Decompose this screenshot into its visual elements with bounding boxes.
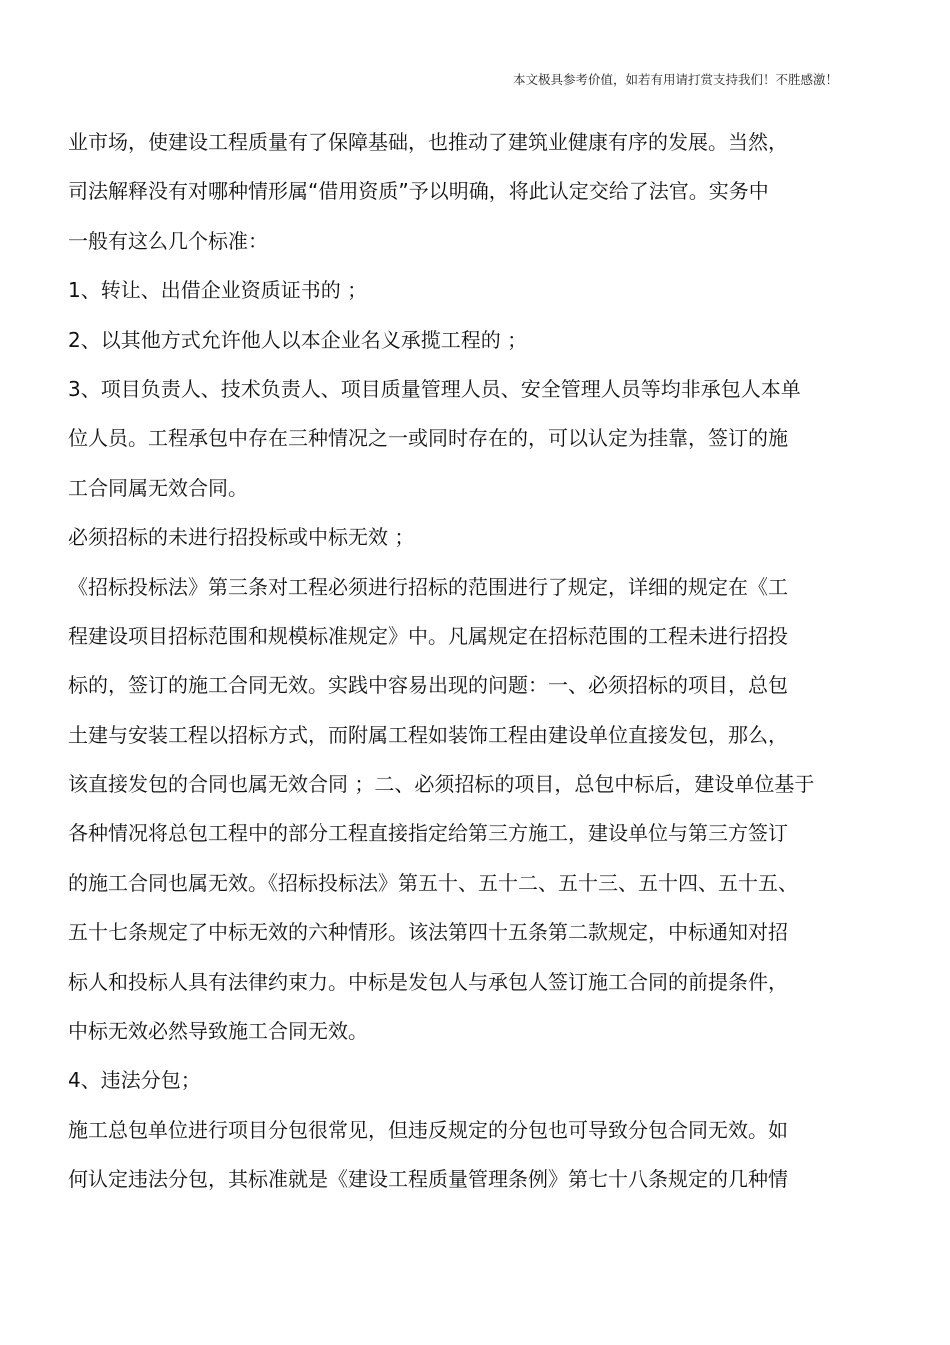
body-line: 《招标投标法》第三条对工程必须进行招标的范围进行了规定，详细的规定在《工: [68, 574, 788, 599]
body-line: 工合同属无效合同。: [68, 475, 248, 500]
list-item-3: 3、项目负责人、技术负责人、项目质量管理人员、安全管理人员等均非承包人本单: [68, 376, 801, 401]
body-line: 施工总包单位进行项目分包很常见，但违反规定的分包也可导致分包合同无效。如: [68, 1117, 788, 1142]
body-line: 司法解释没有对哪种情形属“借用资质”予以明确，将此认定交给了法官。实务中: [68, 179, 769, 204]
document-body: [68, 124, 928, 1211]
list-item-1: 1、转让、出借企业资质证书的 ；: [68, 278, 368, 303]
body-line: 各种情况将总包工程中的部分工程直接指定给第三方施工，建设单位与第三方签订: [68, 821, 788, 846]
body-line: 何认定违法分包，其标准就是《建设工程质量管理条例》第七十八条规定的几种情: [68, 1167, 788, 1192]
body-line: 位人员。工程承包中存在三种情况之一或同时存在的，可以认定为挂靠，签订的施: [68, 426, 788, 451]
header-note: 本文极具参考价值，如若有用请打赏支持我们！不胜感激！: [512, 72, 838, 87]
body-line: 土建与安装工程以招标方式，而附属工程如装饰工程由建设单位直接发包，那么，: [68, 722, 788, 747]
body-line: 中标无效必然导致施工合同无效。: [68, 1019, 368, 1044]
list-item-2: 2、以其他方式允许他人以本企业名义承揽工程的 ；: [68, 327, 528, 352]
list-item-4: 4、违法分包；: [68, 1068, 201, 1093]
body-line: 标人和投标人具有法律约束力。中标是发包人与承包人签订施工合同的前提条件，: [68, 969, 788, 994]
body-line: 五十七条规定了中标无效的六种情形。该法第四十五条第二款规定，中标通知对招: [68, 920, 788, 945]
section-heading: 必须招标的未进行招投标或中标无效 ；: [68, 525, 415, 550]
body-line: 该直接发包的合同也属无效合同 ；二、必须招标的项目，总包中标后，建设单位基于: [68, 772, 815, 797]
body-line: 一般有这么几个标准：: [68, 228, 268, 253]
body-line: 程建设项目招标范围和规模标准规定》中。凡属规定在招标范围的工程未进行招投: [68, 623, 788, 648]
body-line: 的施工合同也属无效。《招标投标法》第五十、五十二、五十三、五十四、五十五、: [68, 870, 798, 895]
body-line: 标的，签订的施工合同无效。实践中容易出现的问题：一、必须招标的项目，总包: [68, 673, 788, 698]
body-line: 业市场，使建设工程质量有了保障基础，也推动了建筑业健康有序的发展。当然，: [68, 130, 788, 154]
